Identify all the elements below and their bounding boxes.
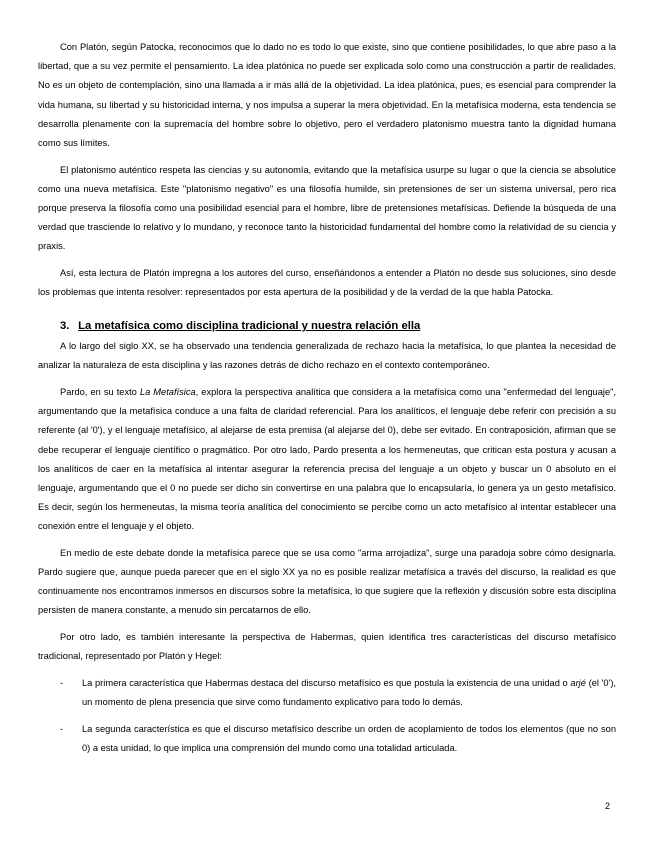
paragraph-text: Pardo, en su texto xyxy=(60,386,140,397)
paragraph: Por otro lado, es también interesante la perspectiva de Habermas, quien identifica tres características del discurso metafísico tradicional, representado por Platón y Hegel: xyxy=(38,631,616,662)
list-item xyxy=(38,720,616,758)
list-dash: - xyxy=(60,677,64,688)
book-title: La Metafísica xyxy=(139,386,196,397)
section-title: La metafísica como disciplina tradicional y nuestra relación ella xyxy=(78,320,421,333)
section-number: 3. xyxy=(60,320,70,333)
list-dash: - xyxy=(60,724,64,735)
paragraph: Con Platón, según Patocka, reconocimos que lo dado no es todo lo que existe, sino que contiene posibilidades, lo que abre paso a la libertad, que a su vez permite el pensamiento. La idea platónica no puede ser explicada solo como una construcción a partir de realidades. No es un objeto de contemplación, sino una llamada a ir más allá de la objetividad. La idea platónica, pues, es esencial para comprender la vida humana, su libertad y su historicidad interna, y nos impulsa a superar la mera objetividad. En la metafísica moderna, esta tendencia se desarrolla plenamente con la supremacía del hombre sobre lo objetivo, pero el verdadero platonismo muestra tanto la dignidad humana como sus límites. xyxy=(38,42,616,149)
section-heading xyxy=(38,315,616,337)
characteristics-list xyxy=(38,674,616,759)
page-number: 2 xyxy=(604,801,610,811)
list-item-text: (el '0'), un momento de plena presencia que sirve como fundamento explicativo para todo lo demás. xyxy=(82,677,616,707)
page-content xyxy=(38,38,616,766)
paragraph-text: , explora la perspectiva analítica que considera a la metafísica como una "enfermedad del lenguaje", argumentando que la metafísica conduce a una falta de claridad referencial. Para los analíticos, el lenguaje debe referir con precisión a su referente (al '0'), y el lenguaje metafísico, al alejarse de esta premisa (al alejarse del 0), debe ser evitado. En contraposición, afirman que se debe recuperar el lenguaje científico o pragmático. Por otro lado, Pardo presenta a los hermeneutas, que critican esta postura y acusan a los analíticos de caer en la metafísica al intentar asegurar la referencia precisa del lenguaje a un objeto y buscar un 0 absoluto en el lenguaje, argumentando que el 0 no puede ser dicho sin convertirse en una palabra que lo encapsularía, lo genera ya un gesto metafísico. Es decir, según los hermeneutas, la misma teoría analítica del conocimiento se percibe como un acto metafísico al intentar establecer una conexión entre el lenguaje y el objeto. xyxy=(38,386,617,532)
paragraph: En medio de este debate donde la metafísica parece que se usa como "arma arrojadiza", surge una paradoja sobre cómo designarla. Pardo sugiere que, aunque pueda parecer que en el siglo XX ya no es posible realizar metafísica a través del discurso, la realidad es que continuamente nos encontramos inmersos en discursos sobre la metafísica, lo que sugiere que la reflexión y discusión sobre esta disciplina persisten de manera constante, a menudo sin percatarnos de ello. xyxy=(38,547,616,616)
italic-term: arjé xyxy=(570,677,586,688)
paragraph: El platonismo auténtico respeta las ciencias y su autonomía, evitando que la metafísica usurpe su lugar o que la ciencia se absolutice como una nueva metafísica. Este "platonismo negativo" es una filosofía humilde, sin pretensiones de ser un sistema universal, pero rica porque preserva la filosofía como una posibilidad esencial para el hombre, libre de pretensiones metafísicas. Defiende la búsqueda de una verdad que trasciende lo relativo y lo mundano, y reconoce tanto la historicidad fundamental del hombre como la relatividad de su ciencia y praxis. xyxy=(38,164,616,252)
list-item-text: La segunda característica es que el discurso metafísico describe un orden de acoplamiento de todos los elementos (que no son 0) a esta unidad, lo que implica una comprensión del mundo como una totalidad articulada. xyxy=(82,724,616,754)
list-item-text: La primera característica que Habermas destaca del discurso metafísico es que postula la existencia de una unidad o xyxy=(82,677,571,688)
paragraph: A lo largo del siglo XX, se ha observado una tendencia generalizada de rechazo hacia la metafísica, lo que plantea la necesidad de analizar la naturaleza de esta disciplina y las razones detrás de dicho rechazo en el contexto contemporáneo. xyxy=(38,341,616,371)
paragraph: Así, esta lectura de Platón impregna a los autores del curso, enseñándonos a entender a Platón no desde sus soluciones, sino desde los problemas que intenta resolver: representados por esta apertura de la posibilidad y de la verdad de la que habla Patocka. xyxy=(38,267,616,298)
paragraph xyxy=(38,383,616,537)
list-item xyxy=(38,674,616,712)
